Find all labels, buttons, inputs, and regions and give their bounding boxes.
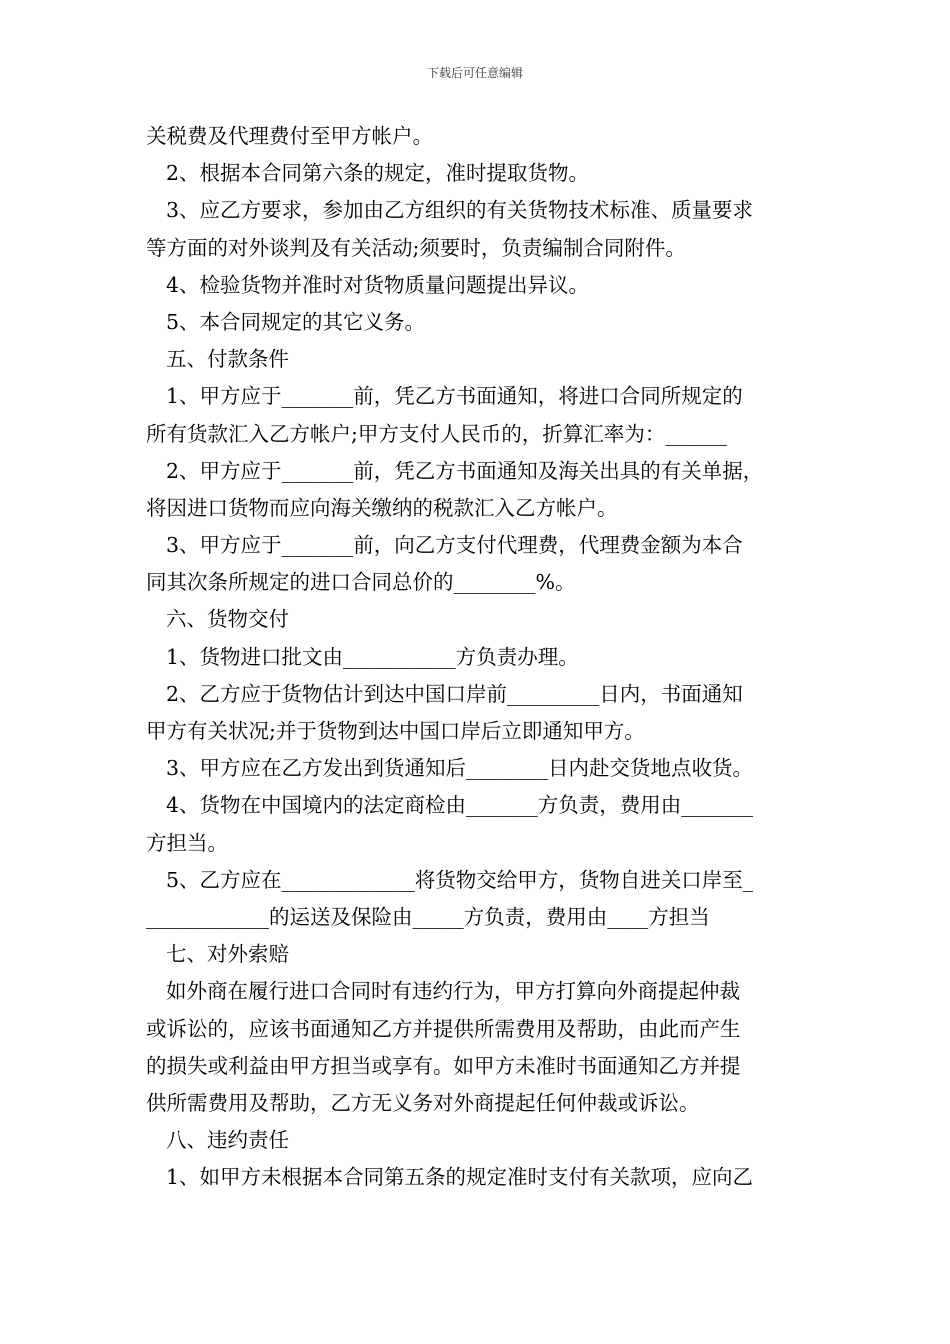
text-line: 如外商在履行进口合同时有违约行为，甲方打算向外商提起仲裁	[166, 979, 740, 1004]
contract-body	[146, 118, 808, 1196]
text-line: 4、货物在中国境内的法定商检由_______方负责，费用由_______	[166, 793, 754, 818]
text-line: 将因进口货物而应向海关缴纳的税款汇入乙方帐户。	[146, 495, 618, 520]
text-line: 2、根据本合同第六条的规定，准时提取货物。	[166, 161, 590, 186]
text-line: 等方面的对外谈判及有关活动;须要时，负责编制合同附件。	[146, 235, 686, 260]
text-line: 的损失或利益由甲方担当或享有。如甲方未准时书面通知乙方并提	[146, 1053, 741, 1078]
text-line: 六、货物交付	[166, 607, 289, 632]
text-line: 方担当。	[146, 830, 228, 855]
text-line: 5、本合同规定的其它义务。	[166, 309, 426, 334]
text-line: 2、乙方应于货物估计到达中国口岸前_________日内，书面通知	[166, 681, 743, 706]
text-line: 五、付款条件	[166, 347, 289, 372]
text-line: 或诉讼的，应该书面通知乙方并提供所需费用及帮助，由此而产生	[146, 1016, 741, 1041]
text-line: 所有货款汇入乙方帐户;甲方支付人民币的，折算汇率为：______	[146, 421, 727, 446]
text-line: 1、货物进口批文由___________方负责办理。	[166, 644, 579, 669]
text-line: 1、甲方应于_______前，凭乙方书面通知，将进口合同所规定的	[166, 384, 743, 409]
text-line: 5、乙方应在_____________将货物交给甲方，货物自进关口岸至_	[166, 867, 754, 892]
text-line: 3、甲方应在乙方发出到货通知后________日内赴交货地点收货。	[166, 756, 754, 781]
text-line: 2、甲方应于_______前，凭乙方书面通知及海关出具的有关单据，	[166, 458, 764, 483]
text-line: ____________的运送及保险由_____方负责，费用由____方担当	[146, 904, 710, 929]
text-line: 七、对外索赔	[166, 942, 289, 967]
text-line: 关税费及代理费付至甲方帐户。	[146, 124, 433, 148]
page-header: 下载后可任意编辑	[426, 66, 523, 80]
text-line: 3、应乙方要求，参加由乙方组织的有关货物技术标准、质量要求	[166, 198, 754, 223]
text-line: 同其次条所规定的进口合同总价的________%。	[146, 570, 576, 595]
text-line: 3、甲方应于_______前，向乙方支付代理费，代理费金额为本合	[166, 533, 743, 558]
text-line: 供所需费用及帮助，乙方无义务对外商提起任何仲裁或诉讼。	[146, 1090, 700, 1115]
text-line: 1、如甲方未根据本合同第五条的规定准时支付有关款项，应向乙	[166, 1165, 754, 1190]
text-line: 八、违约责任	[166, 1128, 289, 1153]
text-line: 4、检验货物并准时对货物质量问题提出异议。	[166, 272, 590, 297]
text-line: 甲方有关状况;并于货物到达中国口岸后立即通知甲方。	[146, 719, 645, 743]
